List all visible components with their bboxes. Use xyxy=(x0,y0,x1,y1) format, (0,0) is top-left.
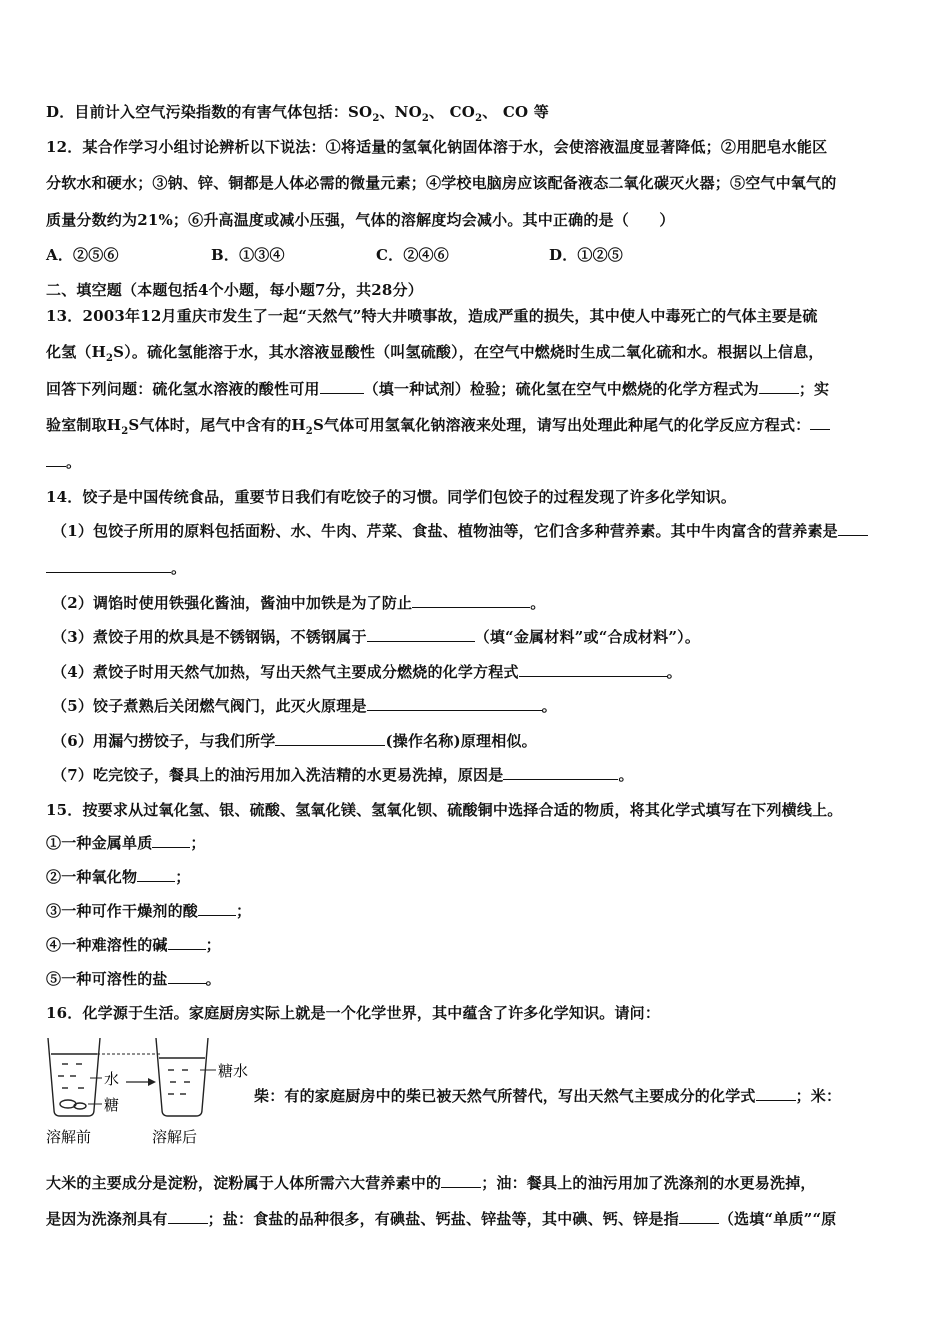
answer-blank[interactable] xyxy=(412,593,530,608)
text: 。 xyxy=(66,453,82,471)
q16-line-1: 16．化学源于生活。家庭厨房实际上就是一个化学世界，其中蕴含了许多化学知识。请问： xyxy=(46,1004,661,1022)
text: （2）调馅时使用铁强化酱油，酱油中加铁是为了防止 xyxy=(52,594,413,612)
q15-item-5 xyxy=(46,969,221,989)
text: S气体时，尾气中含有的H xyxy=(128,416,306,434)
sugar-label: 糖 xyxy=(104,1096,120,1114)
q12-options xyxy=(46,245,623,265)
text: （填“金属材料”或“合成材料”）。 xyxy=(474,628,701,646)
q14-line-1: 14．饺子是中国传统食品，重要节日我们有吃饺子的习惯。同学们包饺子的过程发现了许多化学知识。 xyxy=(46,488,737,506)
q14-sub-3 xyxy=(52,627,700,647)
subscript: 2 xyxy=(421,113,430,124)
q14-sub-4 xyxy=(52,662,682,682)
text: ④一种难溶性的碱 xyxy=(46,936,168,954)
text: S气体可用氢氧化钠溶液来处理，请写出处理此种尾气的化学反应方程式： xyxy=(312,416,811,434)
option-d: D．①②⑤ xyxy=(549,246,624,264)
q15-line-1: 15．按要求从过氧化氢、银、硫酸、氢氧化镁、氢氧化钡、硫酸铜中选择合适的物质，将其化学式填写在下列横线上。 xyxy=(46,801,843,819)
q14-sub-2 xyxy=(52,593,545,613)
answer-blank[interactable] xyxy=(367,696,542,711)
q12-line-2: 分软水和硬水；③钠、锌、铜都是人体必需的微量元素；④学校电脑房应该配备液态二氧化碳灭火器；⑤空气中氧气的 xyxy=(46,174,837,192)
text: （6）用漏勺捞饺子，与我们所学 xyxy=(52,732,276,750)
dissolving-figure xyxy=(40,1030,250,1150)
text: （选填“单质”“原 xyxy=(718,1210,837,1228)
subscript: 2 xyxy=(305,426,313,437)
answer-blank[interactable] xyxy=(46,452,66,467)
q14-sub-5 xyxy=(52,696,557,716)
option-b: B．①③④ xyxy=(211,246,285,264)
subscript: 2 xyxy=(372,113,380,124)
after-label: 溶解后 xyxy=(152,1128,198,1146)
subscript: 2 xyxy=(105,353,114,364)
before-label: 溶解前 xyxy=(46,1128,92,1146)
q13-line-2 xyxy=(46,342,824,362)
q15-item-4 xyxy=(46,935,221,955)
text: 化氢（H xyxy=(46,343,106,361)
answer-blank[interactable] xyxy=(46,558,171,573)
text: 是因为洗涤剂具有 xyxy=(46,1210,168,1228)
q15-item-1 xyxy=(46,833,206,853)
text: ⑤一种可溶性的盐 xyxy=(46,970,168,988)
answer-blank[interactable] xyxy=(838,521,868,536)
q13-line-4 xyxy=(46,415,830,435)
text: ； xyxy=(175,868,191,886)
answer-blank[interactable] xyxy=(137,867,175,882)
text: ③一种可作干燥剂的酸 xyxy=(46,902,199,920)
q12-line-1: 12．某合作学习小组讨论辨析以下说法：①将适量的氢氧化钠固体溶于水，会使溶液温度显著降低；②用肥皂水能区 xyxy=(46,138,828,156)
q15-item-3 xyxy=(46,901,251,921)
answer-blank[interactable] xyxy=(367,627,475,642)
text: （填一种试剂）检验；硫化氢在空气中燃烧的化学方程式为 xyxy=(363,380,759,398)
subscript: 2 xyxy=(475,113,483,124)
q12-line-3: 质量分数约为21%；⑥升高温度或减小压强，气体的溶解度均会减小。其中正确的是（ ） xyxy=(46,211,675,229)
q14-sub-1-cont xyxy=(46,558,186,578)
q14-sub-1 xyxy=(52,521,868,541)
q15-item-2 xyxy=(46,867,190,887)
subscript: 2 xyxy=(121,426,129,437)
text: ；油：餐具上的油污用加了洗涤剂的水更易洗掉， xyxy=(481,1174,816,1192)
answer-blank[interactable] xyxy=(679,1209,719,1224)
text: ；实 xyxy=(798,380,830,398)
answer-blank[interactable] xyxy=(441,1173,481,1188)
answer-blank[interactable] xyxy=(198,901,236,916)
text: （4）煮饺子时用天然气加热，写出天然气主要成分燃烧的化学方程式 xyxy=(52,663,519,681)
text: 回答下列问题：硫化氢水溶液的酸性可用 xyxy=(46,380,320,398)
text: （1）包饺子所用的原料包括面粉、水、牛肉、芹菜、食盐、植物油等，它们含多种营养素。其中牛肉富含的营养素是 xyxy=(52,522,838,540)
text: ；盐：食盐的品种很多，有碘盐、钙盐、锌盐等，其中碘、钙、锌是指 xyxy=(207,1210,679,1228)
q13-line-3 xyxy=(46,379,829,399)
text: ①一种金属单质 xyxy=(46,834,153,852)
q16-line-3 xyxy=(46,1173,816,1193)
q13-line-1: 13．2003年12月重庆市发生了一起“天然气”特大井喷事故，造成严重的损失，其中使人中毒死亡的气体主要是硫 xyxy=(46,307,818,325)
text: 、 CO xyxy=(429,103,476,121)
text: ； xyxy=(236,902,252,920)
answer-blank[interactable] xyxy=(275,731,385,746)
q16-line-4 xyxy=(46,1209,837,1229)
text: D．目前计入空气污染指数的有害气体包括：SO xyxy=(46,103,373,121)
q11-option-d xyxy=(46,102,549,122)
text: 。 xyxy=(666,663,682,681)
text: S）。硫化氢能溶于水，其水溶液显酸性（叫氢硫酸），在空气中燃烧时生成二氧化硫和水。根据以上信息， xyxy=(113,343,824,361)
answer-blank[interactable] xyxy=(756,1086,796,1101)
water-label: 水 xyxy=(104,1070,120,1088)
answer-blank[interactable] xyxy=(320,379,364,394)
text: 。 xyxy=(618,766,634,784)
text: ； xyxy=(190,834,206,852)
answer-blank[interactable] xyxy=(152,833,190,848)
text: (操作名称)原理相似。 xyxy=(385,732,537,750)
text: （3）煮饺子用的炊具是不锈钢锅，不锈钢属于 xyxy=(52,628,367,646)
text: 。 xyxy=(205,970,221,988)
q13-line-5 xyxy=(46,452,81,472)
q16-line-2 xyxy=(254,1086,841,1106)
text: （5）饺子煮熟后关闭燃气阀门，此灭火原理是 xyxy=(52,697,367,715)
section-heading: 二、填空题（本题包括4个小题，每小题7分，共28分） xyxy=(46,281,423,299)
text: 。 xyxy=(530,594,546,612)
option-c: C．②④⑥ xyxy=(376,246,449,264)
answer-blank[interactable] xyxy=(168,935,206,950)
q14-sub-7 xyxy=(52,765,634,785)
answer-blank[interactable] xyxy=(810,415,830,430)
answer-blank[interactable] xyxy=(168,969,206,984)
answer-blank[interactable] xyxy=(168,1209,208,1224)
text: 。 xyxy=(171,559,187,577)
option-a: A．②⑤⑥ xyxy=(46,246,119,264)
answer-blank[interactable] xyxy=(759,379,799,394)
answer-blank[interactable] xyxy=(519,662,667,677)
text: 验室制取H xyxy=(46,416,122,434)
text: 、 CO 等 xyxy=(482,103,549,121)
text: 柴：有的家庭厨房中的柴已被天然气所替代，写出天然气主要成分的化学式 xyxy=(254,1087,756,1105)
q14-sub-6 xyxy=(52,731,537,751)
arrow-icon xyxy=(126,1078,156,1086)
text: ②一种氧化物 xyxy=(46,868,138,886)
answer-blank[interactable] xyxy=(503,765,618,780)
text: 大米的主要成分是淀粉，淀粉属于人体所需六大营养素中的 xyxy=(46,1174,442,1192)
text: ；米： xyxy=(795,1087,842,1105)
sugarwater-label: 糖水 xyxy=(218,1062,249,1080)
text: 。 xyxy=(541,697,557,715)
text: 、NO xyxy=(379,103,422,121)
text: ； xyxy=(205,936,221,954)
beaker-after xyxy=(156,1038,208,1116)
text: （7）吃完饺子，餐具上的油污用加入洗洁精的水更易洗掉，原因是 xyxy=(52,766,504,784)
